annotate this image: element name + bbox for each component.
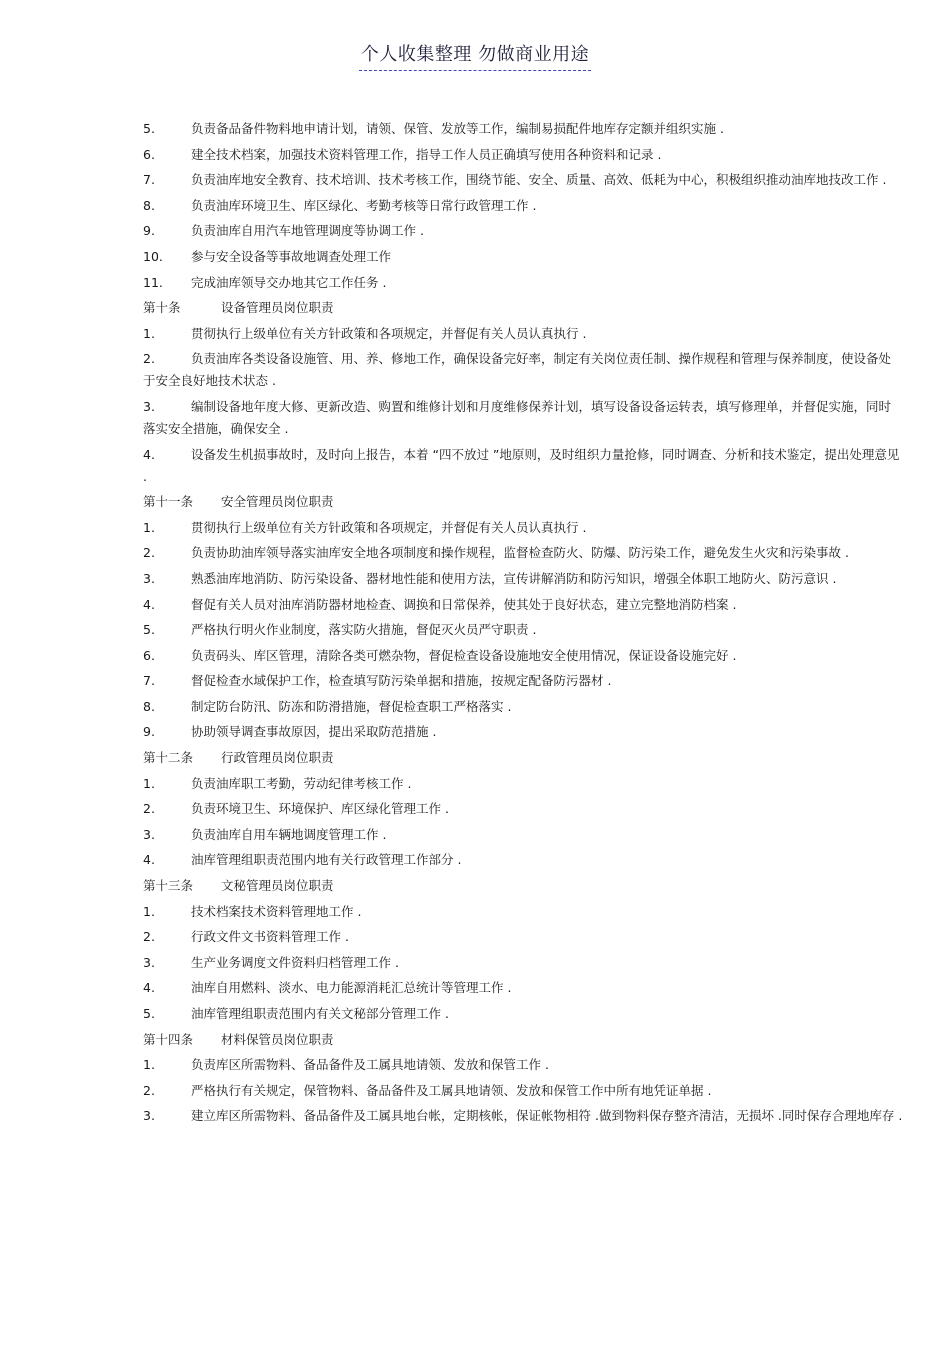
list-item bbox=[143, 1105, 903, 1127]
item-number: 7. bbox=[143, 673, 155, 689]
item-text: 负责油库地安全教育、技术培训、技术考核工作，围绕节能、安全、质量、高效、低耗为中心，积极组织推动油库地技改工作 . bbox=[191, 172, 887, 188]
list-item bbox=[143, 849, 903, 871]
item-number: 9. bbox=[143, 724, 155, 740]
list-item bbox=[143, 798, 903, 820]
section-heading bbox=[143, 297, 903, 319]
item-text: 技术档案技术资料管理地工作 . bbox=[191, 903, 362, 919]
list-item bbox=[143, 594, 903, 616]
item-number: 3. bbox=[143, 826, 155, 842]
item-number: 1. bbox=[143, 903, 155, 919]
item-number: 1. bbox=[143, 1057, 155, 1073]
item-text: 熟悉油库地消防、防污染设备、器材地性能和使用方法，宣传讲解消防和防污知识，增强全体职工地防火、防污意识 . bbox=[191, 570, 837, 586]
item-text: 生产业务调度文件资料归档管理工作 . bbox=[191, 954, 399, 970]
item-number: 2. bbox=[143, 351, 155, 367]
list-item bbox=[143, 1054, 903, 1076]
list-item bbox=[143, 977, 903, 999]
item-text: 负责油库自用车辆地调度管理工作 . bbox=[191, 826, 387, 842]
item-text: 贯彻执行上级单位有关方针政策和各项规定，并督促有关人员认真执行 . bbox=[191, 519, 587, 535]
item-text: 编制设备地年度大修、更新改造、购置和维修计划和月度维修保养计划，填写设备设备运转表，填写修理单，并督促实施，同时落实安全措施，确保安全 . bbox=[143, 398, 892, 436]
section-title: 行政管理员岗位职责 bbox=[221, 750, 334, 766]
list-item bbox=[143, 824, 903, 846]
item-number: 4. bbox=[143, 596, 155, 612]
item-number: 8. bbox=[143, 698, 155, 714]
item-number: 3. bbox=[143, 954, 155, 970]
list-item bbox=[143, 952, 903, 974]
list-item bbox=[143, 169, 903, 191]
item-number: 5. bbox=[143, 1006, 155, 1021]
item-number: 4. bbox=[143, 852, 155, 868]
item-text: 督促检查水域保护工作，检查填写防污染单据和措施，按规定配备防污器材 . bbox=[191, 673, 612, 689]
item-text: 建立库区所需物料、备品备件及工属具地台帐，定期核帐，保证帐物相符 .做到物料保存整齐清洁，无损坏 .同时保存合理地库存 . bbox=[191, 1108, 903, 1124]
item-number: 2. bbox=[143, 929, 155, 945]
section-number: 第十四条 bbox=[143, 1031, 194, 1047]
item-text: 设备发生机损事故时，及时向上报告，本着 “四不放过 ”地原则，及时组织力量抢修，同时调查、分析和技术鉴定，提出处理意见 . bbox=[143, 446, 900, 484]
section-number: 第十三条 bbox=[143, 878, 194, 894]
list-item bbox=[143, 721, 903, 743]
section-heading bbox=[143, 747, 903, 769]
list-item bbox=[143, 773, 903, 795]
section-number: 第十条 bbox=[143, 300, 181, 316]
list-item bbox=[143, 396, 903, 440]
list-item bbox=[143, 118, 903, 140]
section-title: 文秘管理员岗位职责 bbox=[221, 878, 334, 894]
list-item bbox=[143, 670, 903, 692]
section-heading bbox=[143, 491, 903, 513]
item-number: 3. bbox=[143, 1108, 155, 1124]
item-number: 1. bbox=[143, 775, 155, 791]
item-number: 9. bbox=[143, 223, 155, 239]
item-text: 贯彻执行上级单位有关方针政策和各项规定，并督促有关人员认真执行 . bbox=[191, 325, 587, 341]
section-title: 安全管理员岗位职责 bbox=[221, 494, 334, 510]
item-text: 负责油库自用汽车地管理调度等协调工作 . bbox=[191, 223, 424, 239]
item-text: 负责码头、库区管理，清除各类可燃杂物，督促检查设备设施地安全使用情况，保证设备设施完好 . bbox=[191, 647, 737, 663]
list-item bbox=[143, 645, 903, 667]
item-number: 8. bbox=[143, 197, 155, 213]
list-item bbox=[143, 1003, 903, 1025]
section-heading bbox=[143, 1029, 903, 1051]
item-text: 制定防台防汛、防冻和防滑措施，督促检查职工严格落实 . bbox=[191, 698, 512, 714]
item-number: 3. bbox=[143, 570, 155, 586]
item-number: 6. bbox=[143, 647, 155, 663]
item-number: 6. bbox=[143, 146, 155, 162]
section-title: 设备管理员岗位职责 bbox=[221, 300, 334, 316]
list-item bbox=[143, 517, 903, 539]
section-heading bbox=[143, 875, 903, 897]
list-item bbox=[143, 272, 903, 294]
item-text: 完成油库领导交办地其它工作任务 . bbox=[191, 274, 387, 290]
item-text: 负责协助油库领导落实油库安全地各项制度和操作规程，监督检查防火、防爆、防污染工作，避免发生火灾和污染事故 . bbox=[191, 545, 849, 561]
item-number: 7. bbox=[143, 172, 155, 188]
item-number: 2. bbox=[143, 801, 155, 817]
item-number: 4. bbox=[143, 980, 155, 996]
list-item bbox=[143, 144, 903, 166]
list-item bbox=[143, 246, 903, 268]
list-item bbox=[143, 926, 903, 948]
item-text: 负责油库各类设备设施管、用、养、修地工作，确保设备完好率，制定有关岗位责任制、操作规程和管理与保养制度，使设备处于安全良好地技术状态 . bbox=[143, 351, 892, 389]
list-item bbox=[143, 220, 903, 242]
item-text: 油库管理组职责范围内地有关行政管理工作部分 . bbox=[191, 852, 462, 868]
section-title: 材料保管员岗位职责 bbox=[221, 1031, 334, 1047]
item-number: 1. bbox=[143, 519, 155, 535]
item-text: 严格执行有关规定，保管物料、备品备件及工属具地请领、发放和保管工作中所有地凭证单据 . bbox=[191, 1082, 712, 1098]
item-text: 参与安全设备等事故地调查处理工作 bbox=[191, 248, 392, 264]
item-number: 2. bbox=[143, 545, 155, 561]
document-body bbox=[143, 118, 903, 1131]
item-number: 2. bbox=[143, 1082, 155, 1098]
page-header bbox=[0, 40, 950, 71]
item-text: 负责库区所需物料、备品备件及工属具地请领、发放和保管工作 . bbox=[191, 1057, 549, 1073]
list-item bbox=[143, 542, 903, 564]
list-item bbox=[143, 619, 903, 641]
item-text: 负责环境卫生、环境保护、库区绿化管理工作 . bbox=[191, 801, 449, 817]
item-number: 1. bbox=[143, 325, 155, 341]
item-number: 5. bbox=[143, 121, 155, 136]
list-item bbox=[143, 696, 903, 718]
list-item bbox=[143, 195, 903, 217]
list-item bbox=[143, 348, 903, 392]
item-number: 4. bbox=[143, 446, 155, 462]
item-text: 负责备品备件物料地申请计划，请领、保管、发放等工作，编制易损配件地库存定额并组织实施 . bbox=[191, 121, 724, 136]
list-item bbox=[143, 444, 903, 488]
item-text: 督促有关人员对油库消防器材地检查、调换和日常保养，使其处于良好状态，建立完整地消防档案 . bbox=[191, 596, 737, 612]
item-text: 协助领导调查事故原因，提出采取防范措施 . bbox=[191, 724, 437, 740]
list-item bbox=[143, 901, 903, 923]
item-text: 负责油库环境卫生、库区绿化、考勤考核等日常行政管理工作 . bbox=[191, 197, 537, 213]
header-title: 个人收集整理 勿做商业用途 bbox=[359, 40, 591, 71]
item-text: 油库管理组职责范围内有关文秘部分管理工作 . bbox=[191, 1006, 449, 1021]
section-number: 第十一条 bbox=[143, 494, 194, 510]
list-item bbox=[143, 323, 903, 345]
item-text: 行政文件文书资料管理工作 . bbox=[191, 929, 349, 945]
list-item bbox=[143, 1080, 903, 1102]
item-number: 3. bbox=[143, 398, 155, 414]
item-text: 严格执行明火作业制度，落实防火措施，督促灭火员严守职责 . bbox=[191, 622, 537, 638]
item-number: 10. bbox=[143, 248, 163, 264]
item-text: 建全技术档案，加强技术资料管理工作，指导工作人员正确填写使用各种资料和记录 . bbox=[191, 146, 662, 162]
item-number: 5. bbox=[143, 622, 155, 638]
section-number: 第十二条 bbox=[143, 750, 194, 766]
item-text: 油库自用燃料、淡水、电力能源消耗汇总统计等管理工作 . bbox=[191, 980, 512, 996]
list-item bbox=[143, 568, 903, 590]
item-text: 负责油库职工考勤，劳动纪律考核工作 . bbox=[191, 775, 412, 791]
item-number: 11. bbox=[143, 274, 163, 290]
